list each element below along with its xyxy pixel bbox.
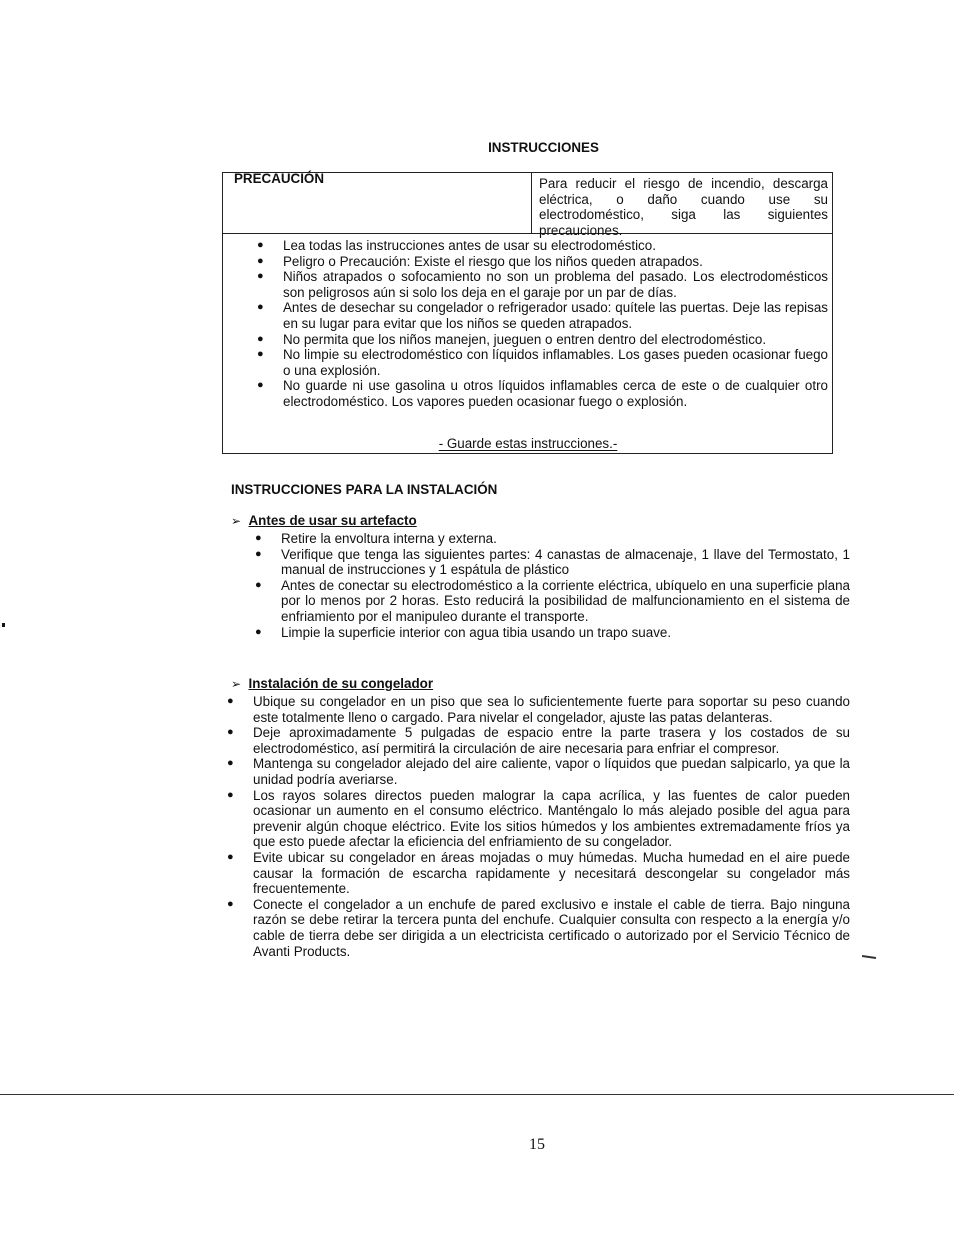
arrow-bullet-icon: ➢ [231, 677, 242, 691]
bullet-icon: ● [227, 788, 234, 801]
bullet-icon: ● [257, 379, 264, 392]
arrow-bullet-icon: ➢ [231, 514, 242, 528]
bullet-icon: ● [255, 532, 262, 544]
caution-intro-line: precauciones. [539, 222, 623, 238]
caution-intro-line: eléctrica, o daño cuando use su [539, 191, 828, 207]
caution-intro-line: electrodoméstico, siga las siguientes [539, 207, 828, 223]
list-item: ● Limpie la superficie interior con agua tibia usando un trapo suave. [255, 624, 672, 640]
bullet-icon: ● [257, 332, 264, 345]
list-item: ● Antes de conectar su electrodoméstico a la corriente eléctrica, ubíquelo en una superficie plana por lo menos por 2 horas. Esto reducirá la posibilidad de malfuncionamiento en el sistema de enfriamiento por el manipuleo durante el transporte. [255, 577, 850, 624]
list-item: ● Retire la envoltura interna y externa. [255, 531, 497, 546]
caution-box-column-divider [531, 172, 532, 234]
bullet-icon: ● [227, 695, 234, 707]
caution-list [257, 238, 828, 410]
bullet-icon: ● [257, 254, 264, 267]
installation-heading: INSTRUCCIONES PARA LA INSTALACIÓN [231, 482, 498, 497]
bullet-icon: ● [257, 239, 264, 251]
list-item: ● Antes de desechar su congelador o refrigerador usado: quítele las puertas. Deje las repisas en su lugar para evitar que los niños se queden atrapados. [257, 300, 828, 331]
page-title: INSTRUCCIONES [488, 140, 599, 155]
installation-list [227, 694, 850, 959]
bullet-icon: ● [257, 301, 264, 314]
keep-instructions-note: - Guarde estas instrucciones.- [438, 436, 618, 451]
footer-divider [0, 1094, 954, 1095]
page-number: 15 [529, 1136, 545, 1153]
caution-heading: PRECAUCIÓN [234, 171, 325, 186]
scan-mark [862, 955, 876, 959]
list-item: ● Evite ubicar su congelador en áreas mojadas o muy húmedas. Mucha humedad en el aire puede causar la formación de escarcha rapidamente y necesitará descongelar su congelador más frecuentemente. [227, 849, 850, 897]
list-item: ● No guarde ni use gasolina u otros líquidos inflamables cerca de este o de cualquier otro electrodoméstico. Los vapores pueden ocasionar fuego o explosión. [257, 378, 828, 409]
bullet-icon: ● [227, 897, 234, 910]
list-item: ● Deje aproximadamente 5 pulgadas de espacio entre la parte trasera y los costados de su electrodoméstico, así permitirá la circulación de aire necesaria para enfriar el compresor. [227, 725, 850, 756]
before-use-list [255, 531, 850, 640]
bullet-icon: ● [255, 625, 262, 638]
list-item: ● Mantenga su congelador alejado del aire caliente, vapor o líquidos que puedan salpicarlo, ya que la unidad podría averiarse. [227, 756, 850, 787]
installation-subheading: ➢ Instalación de su congelador [231, 676, 434, 691]
list-item: ● Ubique su congelador en un piso que sea lo suficientemente fuerte para soportar su peso cuando este totalmente lleno o cargado. Para nivelar el congelador, ajuste las patas delanteras. [227, 694, 850, 725]
list-item: ● Los rayos solares directos pueden malograr la capa acrílica, y las fuentes de calor pueden ocasionar un aumento en el consumo eléctrico. Manténgalo lo más alejado posible del agua para prevenir algún choque eléctrico. Evite los sitios húmedos y los ambientes extremadamente fríos ya que esto puede afectar la eficiencia del enfriamiento de su congelador. [227, 787, 850, 850]
list-item: ● No permita que los niños manejen, jueguen o entren dentro del electrodoméstico. [257, 331, 767, 347]
list-item: ● Niños atrapados o sofocamiento no son un problema del pasado. Los electrodomésticos son peligrosos aún si solo los deja en el garaje por un par de días. [257, 269, 828, 300]
bullet-icon: ● [227, 757, 234, 770]
caution-intro-line: Para reducir el riesgo de incendio, descarga [539, 176, 828, 191]
bullet-icon: ● [227, 850, 234, 863]
bullet-icon: ● [257, 348, 264, 361]
list-item: ● Verifique que tenga las siguientes partes: 4 canastas de almacenaje, 1 llave del Termostato, 1 manual de instrucciones y 1 espátula de plástico [255, 546, 850, 578]
list-item: ● No limpie su electrodoméstico con líquidos inflamables. Los gases pueden ocasionar fuego o una explosión. [257, 347, 828, 378]
bullet-icon: ● [255, 547, 262, 560]
bullet-icon: ● [227, 726, 234, 739]
list-item: ● Lea todas las instrucciones antes de usar su electrodoméstico. [257, 238, 656, 253]
bullet-icon: ● [257, 270, 264, 283]
before-use-heading: ➢ Antes de usar su artefacto [231, 513, 417, 528]
scan-mark [2, 623, 5, 627]
bullet-icon: ● [255, 578, 262, 591]
list-item: ● Conecte el congelador a un enchufe de pared exclusivo e instale el cable de tierra. Bajo ninguna razón se debe retirar la tercera punta del enchufe. Cualquier consulta con respecto a la energía y/o cable de tierra debe ser dirigida a un electricista certificado o autorizado por el Servicio Técnico de Avanti Products. [227, 896, 850, 959]
list-item: ● Peligro o Precaución: Existe el riesgo que los niños queden atrapados. [257, 253, 703, 269]
caution-intro [539, 176, 828, 238]
